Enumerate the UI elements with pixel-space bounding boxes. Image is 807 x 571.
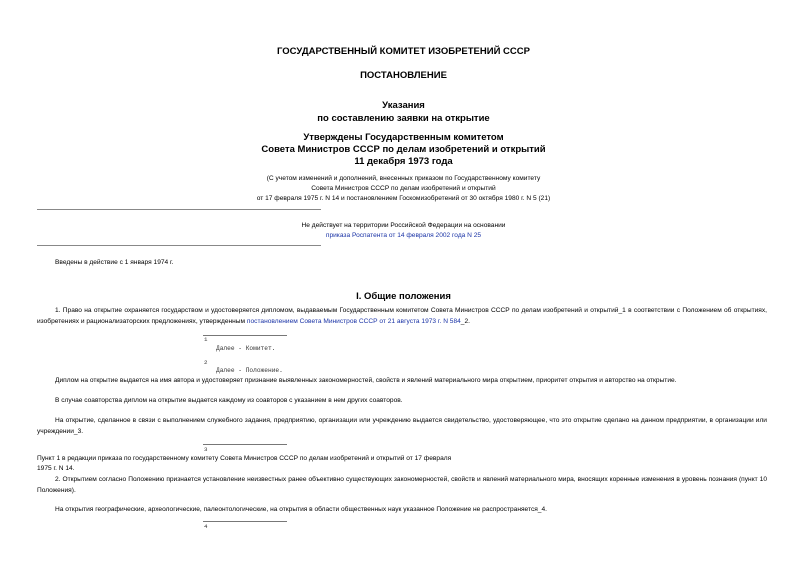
paragraph-1: 1. Право на открытие охраняется государством и удостоверяется дипломом, выдаваемым Государственным комитетом Совета Министров СССР по делам изобретений и открытий_1 в соответствии с Положением об открытиях, изобретениях и рационализаторских предложениях, утвержденным постановлением Совета Министров СССР от 21 августа 1973 г. N 584_2. [37, 307, 767, 325]
divider-top [37, 209, 321, 210]
paragraph-4: На открытие, сделанное в связи с выполнением служебного задания, предприятию, организации или учреждению выдается свидетельство, удостоверяющее, что это открытие сделано на данном предприятии, в организации или учреждении_3. [37, 417, 767, 435]
edition-note-line-1: Пункт 1 в редакции приказа по государственному комитету Совета Министров СССР по делам изобретений и открытий от 17 февраля [37, 455, 452, 462]
title-line-1: Указания [382, 100, 425, 111]
amendments-line-1: (С учетом изменений и дополнений, внесенных приказом по Государственному комитету [266, 175, 541, 182]
footnote-2-text: Далее - Положение. [216, 367, 283, 374]
edition-note-line-2: 1975 г. N 14. [37, 465, 75, 472]
title-line-2: по составлению заявки на открытие [317, 113, 490, 124]
footnote-2-number: 2 [204, 359, 208, 366]
paragraph-6: На открытия географические, археологические, палеонтологические, на открытия в области общественных наук указанное Положение не распространяется_4. [55, 506, 547, 513]
doc-type-heading: ПОСТАНОВЛЕНИЕ [360, 70, 447, 81]
paragraph-3: В случае соавторства диплом на открытие выдается каждому из соавторов с указанием в нем других соавторов. [55, 397, 403, 404]
paragraph-5: 2. Открытием согласно Положению признается установление неизвестных ранее объективно существующих закономерностей, свойств и явлений материального мира, вносящих коренные изменения в уровень познания (пункт 10 Положения). [37, 476, 767, 494]
section-title: I. Общие положения [356, 291, 451, 302]
amendments-line-3: от 17 февраля 1975 г. N 14 и постановлением Госкомизобретений от 30 октября 1980 г. N 5 (21) [256, 195, 551, 202]
footnote-rule-3 [203, 444, 287, 445]
footnote-rule-4 [203, 521, 287, 522]
approval-line-2: Совета Министров СССР по делам изобретений и открытий [261, 144, 546, 155]
committee-heading: ГОСУДАРСТВЕННЫЙ КОМИТЕТ ИЗОБРЕТЕНИЙ СССР [277, 46, 530, 57]
paragraph-2: Диплом на открытие выдается на имя автора и удостоверяет признание выявленных закономерностей, свойств и явлений материального мира открытием, приоритет открытия и авторство на открытие. [55, 377, 677, 384]
divider-bottom [37, 245, 321, 246]
notice-line-1: Не действует на территории Российской Федерации на основании [301, 222, 506, 229]
footnote-rule-1 [203, 335, 287, 336]
notice-link-rospatent[interactable]: приказа Роспатента от 14 февраля 2002 года N 25 [325, 232, 482, 239]
resolution-link[interactable]: постановлением Совета Министров СССР от 21 августа 1973 г. N 584 [246, 317, 461, 325]
footnote-4-number: 4 [204, 523, 208, 530]
footnote-1-text: Далее - Комитет. [216, 345, 276, 352]
effective-date: Введены в действие с 1 января 1974 г. [55, 259, 174, 266]
footnote-1-number: 1 [204, 336, 208, 343]
approval-line-3: 11 декабря 1973 года [354, 156, 453, 167]
approval-line-1: Утверждены Государственным комитетом [303, 132, 504, 143]
amendments-line-2: Совета Министров СССР по делам изобретений и открытий [311, 185, 496, 192]
footnote-3-number: 3 [204, 446, 208, 453]
